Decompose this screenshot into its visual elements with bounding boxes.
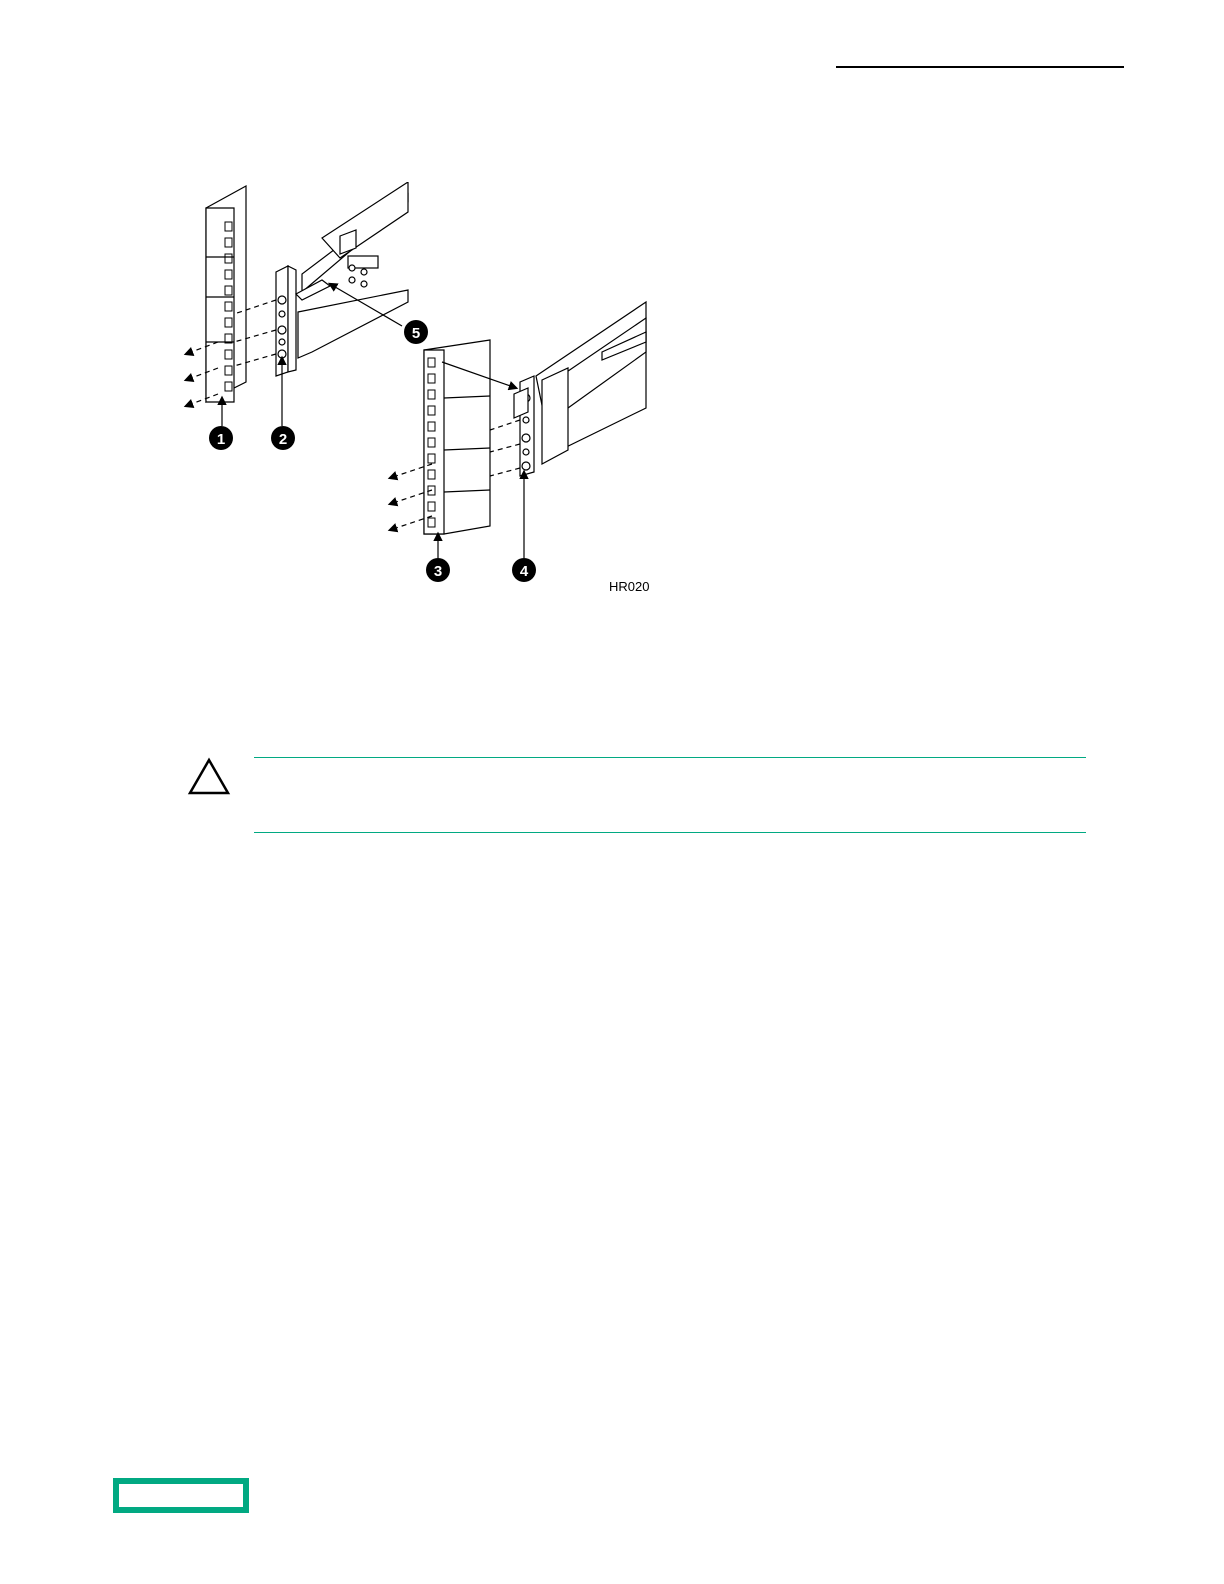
caution-triangle-icon bbox=[187, 757, 231, 797]
caution-bottom-rule bbox=[254, 832, 1086, 833]
header-rule bbox=[836, 66, 1124, 68]
figure-id: HR020 bbox=[609, 579, 650, 594]
right-rack-post bbox=[424, 340, 490, 534]
callout-2 bbox=[271, 426, 295, 450]
svg-text:5: 5 bbox=[411, 325, 421, 342]
right-rail bbox=[514, 302, 646, 476]
svg-text:4: 4 bbox=[519, 563, 529, 580]
svg-text:3: 3 bbox=[433, 563, 443, 580]
hpe-logo bbox=[113, 1478, 249, 1513]
svg-text:1: 1 bbox=[216, 431, 226, 448]
caution-top-rule bbox=[254, 757, 1086, 758]
callout-5 bbox=[404, 320, 428, 344]
rail-installation-figure bbox=[172, 182, 652, 602]
callout-4 bbox=[512, 558, 536, 582]
left-rail bbox=[276, 182, 408, 376]
callout-3 bbox=[426, 558, 450, 582]
callout-1 bbox=[209, 426, 233, 450]
svg-text:2: 2 bbox=[278, 431, 288, 448]
left-rack-post bbox=[206, 186, 246, 402]
